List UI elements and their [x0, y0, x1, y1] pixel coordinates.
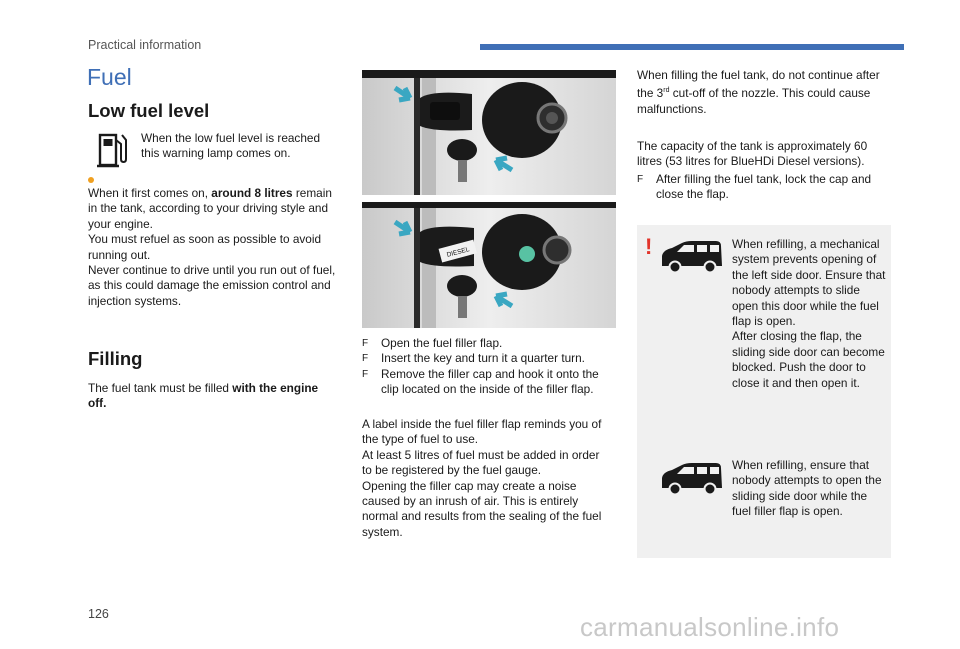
filling-heading: Filling	[88, 348, 143, 369]
diesel-label: DIESEL	[446, 246, 471, 259]
bullet-glyph: F	[362, 338, 369, 349]
fuel-flap-photo-open	[362, 70, 616, 195]
warning-lamp-text: When the low fuel level is reached this warning lamp comes on.	[141, 131, 321, 161]
fuel-pump-icon	[97, 128, 131, 177]
section-header: Practical information	[88, 38, 202, 52]
cutoff-paragraph: When filling the fuel tank, do not continue after the 3rd cut-off of the nozzle. This could cause malfunctions.	[637, 68, 880, 116]
watermark: carmanualsonline.info	[580, 612, 840, 642]
van-icon	[660, 238, 724, 279]
van-icon	[660, 460, 724, 501]
bullet-glyph: F	[362, 368, 369, 380]
warning-text-2: When refilling, ensure that nobody attempts to open the sliding side door while the fuel filler flap is open.	[732, 458, 882, 519]
page-title: Fuel	[87, 64, 132, 90]
capacity-paragraph: The capacity of the tank is approximately 60 litres (53 litres for BlueHDi Diesel versions).	[637, 139, 868, 169]
steps-list	[362, 336, 612, 398]
warning-text-1: When refilling, a mechanical system prevents opening of the left side door. Ensure that nobody attempts to slide open this door while the fuel flap is open. After closing the flap, the sliding side door can become blocked. Push the door to close it and then open it.	[732, 237, 886, 390]
fuel-flap-photo-label	[362, 202, 616, 328]
after-fill-list	[637, 172, 887, 203]
orange-dot	[88, 177, 94, 183]
list-item: F Insert the key and turn it a quarter turn.	[362, 351, 585, 366]
low-fuel-heading: Low fuel level	[88, 100, 210, 121]
filling-paragraph: The fuel tank must be filled with the engine off.	[88, 381, 319, 411]
warning-icon: !	[645, 234, 653, 259]
low-fuel-paragraph: When it first comes on, around 8 litres remain in the tank, according to your driving style and your engine. You must refuel as soon as possible to avoid running out. Never continue to drive until you run out of fuel, as this could damage the emission control and injection systems.	[88, 186, 336, 308]
bullet-glyph: F	[637, 174, 644, 185]
list-item: F After filling the fuel tank, lock the cap and close the flap.	[637, 172, 872, 202]
list-item: F Open the fuel filler flap.	[362, 336, 503, 350]
header-bar	[480, 44, 904, 50]
bullet-glyph: F	[362, 353, 369, 365]
list-item: F Remove the filler cap and hook it onto the clip located on the inside of the filler flap.	[362, 366, 599, 397]
label-paragraph: A label inside the fuel filler flap reminds you of the type of fuel to use. At least 5 litres of fuel must be added in order to be registered by the fuel gauge. Opening the filler cap may create a noise caused by an inrush of air. This is entirely normal and results from the sealing of the fuel system.	[362, 417, 602, 539]
page-number: 126	[88, 607, 109, 621]
